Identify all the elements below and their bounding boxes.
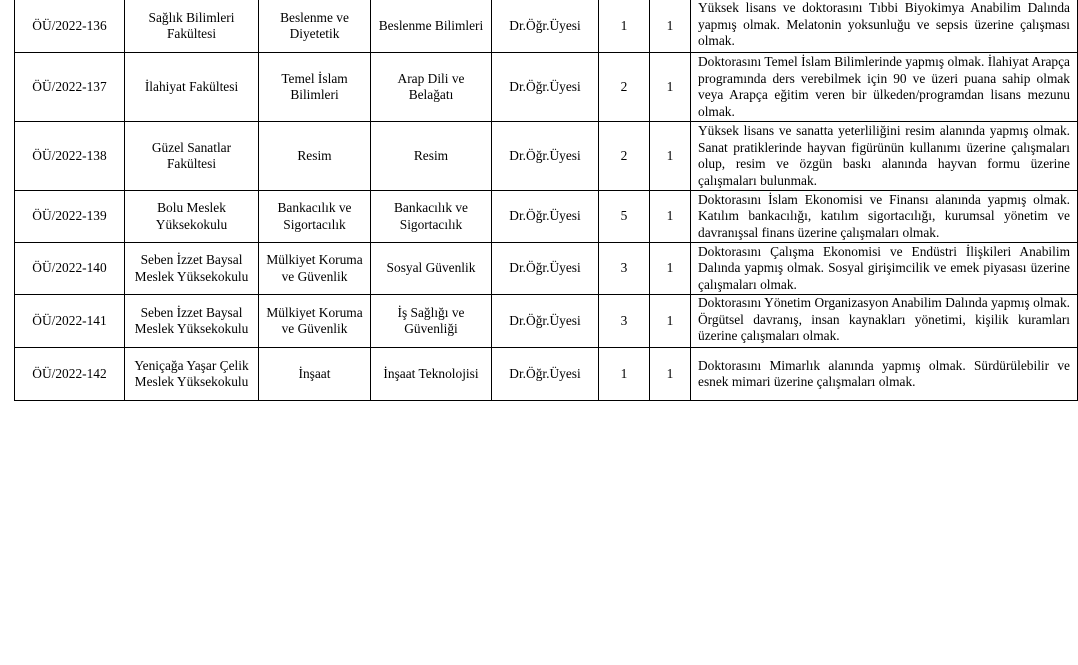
degree-value: 3: [599, 243, 650, 295]
department-name: Mülkiyet Koruma ve Güvenlik: [259, 295, 371, 348]
unit-name: Güzel Sanatlar Fakültesi: [125, 122, 259, 191]
position-code: ÖÜ/2022-141: [15, 295, 125, 348]
academic-title: Dr.Öğr.Üyesi: [492, 191, 599, 243]
academic-title: Dr.Öğr.Üyesi: [492, 243, 599, 295]
table-row: [15, 348, 1078, 401]
requirements-text: Doktorasını Çalışma Ekonomisi ve Endüstri İlişkileri Anabilim Dalında yapmış olmak. Sosyal girişimcilik ve emek piyasası üzerine çalışmaları olmak.: [691, 243, 1078, 295]
requirements-text: Doktorasını Yönetim Organizasyon Anabilim Dalında yapmış olmak. Örgütsel davranış, insan kaynakları yönetimi, kişilik kuramları üzerine çalışmaları olmak.: [691, 295, 1078, 348]
requirements-text: Doktorasını İslam Ekonomisi ve Finansı alanında yapmış olmak. Katılım bankacılığı, katılım sigortacılığı, kurumsal yönetim ve davranışsal finans üzerine çalışmaları olmak.: [691, 191, 1078, 243]
degree-value: 1: [599, 348, 650, 401]
requirements-text: Doktorasını Temel İslam Bilimlerinde yapmış olmak. İlahiyat Arapça programında ders verebilmek için 90 ve üzeri puana sahip olmak veya Arapça eğitim veren bir ülkeden/programdan lisans mezunu olmak.: [691, 53, 1078, 122]
field-name: Bankacılık ve Sigortacılık: [371, 191, 492, 243]
academic-title: Dr.Öğr.Üyesi: [492, 122, 599, 191]
position-code: ÖÜ/2022-137: [15, 53, 125, 122]
requirements-text: Doktorasını Mimarlık alanında yapmış olmak. Sürdürülebilir ve esnek mimari üzerine çalışmaları olmak.: [691, 348, 1078, 401]
position-count: 1: [650, 348, 691, 401]
table-row: [15, 53, 1078, 122]
table-row: [15, 191, 1078, 243]
field-name: İnşaat Teknolojisi: [371, 348, 492, 401]
positions-table: [14, 0, 1078, 401]
position-code: ÖÜ/2022-140: [15, 243, 125, 295]
unit-name: Seben İzzet Baysal Meslek Yüksekokulu: [125, 295, 259, 348]
position-count: 1: [650, 243, 691, 295]
degree-value: 2: [599, 122, 650, 191]
position-count: 1: [650, 122, 691, 191]
unit-name: Sağlık Bilimleri Fakültesi: [125, 0, 259, 53]
requirements-text: Yüksek lisans ve doktorasını Tıbbi Biyokimya Anabilim Dalında yapmış olmak. Melatonin yoksunluğu ve sepsis üzerine çalışması olmak.: [691, 0, 1078, 53]
position-code: ÖÜ/2022-138: [15, 122, 125, 191]
department-name: Beslenme ve Diyetetik: [259, 0, 371, 53]
academic-title: Dr.Öğr.Üyesi: [492, 53, 599, 122]
degree-value: 1: [599, 0, 650, 53]
degree-value: 5: [599, 191, 650, 243]
table-row: [15, 0, 1078, 53]
position-count: 1: [650, 53, 691, 122]
position-count: 1: [650, 0, 691, 53]
position-count: 1: [650, 191, 691, 243]
field-name: Arap Dili ve Belağatı: [371, 53, 492, 122]
degree-value: 3: [599, 295, 650, 348]
department-name: Mülkiyet Koruma ve Güvenlik: [259, 243, 371, 295]
field-name: Sosyal Güvenlik: [371, 243, 492, 295]
unit-name: Seben İzzet Baysal Meslek Yüksekokulu: [125, 243, 259, 295]
table-row: [15, 243, 1078, 295]
requirements-text: Yüksek lisans ve sanatta yeterliliğini resim alanında yapmış olmak. Sanat pratiklerinde hayvan figürünün kullanımı üzerine çalışmaları olup, resim ve özgün baskı alanında hayvan formu üzerine çalışmaları bulunmak.: [691, 122, 1078, 191]
academic-title: Dr.Öğr.Üyesi: [492, 348, 599, 401]
field-name: Beslenme Bilimleri: [371, 0, 492, 53]
position-code: ÖÜ/2022-142: [15, 348, 125, 401]
department-name: Temel İslam Bilimleri: [259, 53, 371, 122]
unit-name: İlahiyat Fakültesi: [125, 53, 259, 122]
unit-name: Yeniçağa Yaşar Çelik Meslek Yüksekokulu: [125, 348, 259, 401]
position-count: 1: [650, 295, 691, 348]
position-code: ÖÜ/2022-139: [15, 191, 125, 243]
department-name: Resim: [259, 122, 371, 191]
unit-name: Bolu Meslek Yüksekokulu: [125, 191, 259, 243]
field-name: İş Sağlığı ve Güvenliği: [371, 295, 492, 348]
academic-title: Dr.Öğr.Üyesi: [492, 0, 599, 53]
degree-value: 2: [599, 53, 650, 122]
table-row: [15, 295, 1078, 348]
department-name: Bankacılık ve Sigortacılık: [259, 191, 371, 243]
position-code: ÖÜ/2022-136: [15, 0, 125, 53]
academic-title: Dr.Öğr.Üyesi: [492, 295, 599, 348]
table-row: [15, 122, 1078, 191]
field-name: Resim: [371, 122, 492, 191]
department-name: İnşaat: [259, 348, 371, 401]
